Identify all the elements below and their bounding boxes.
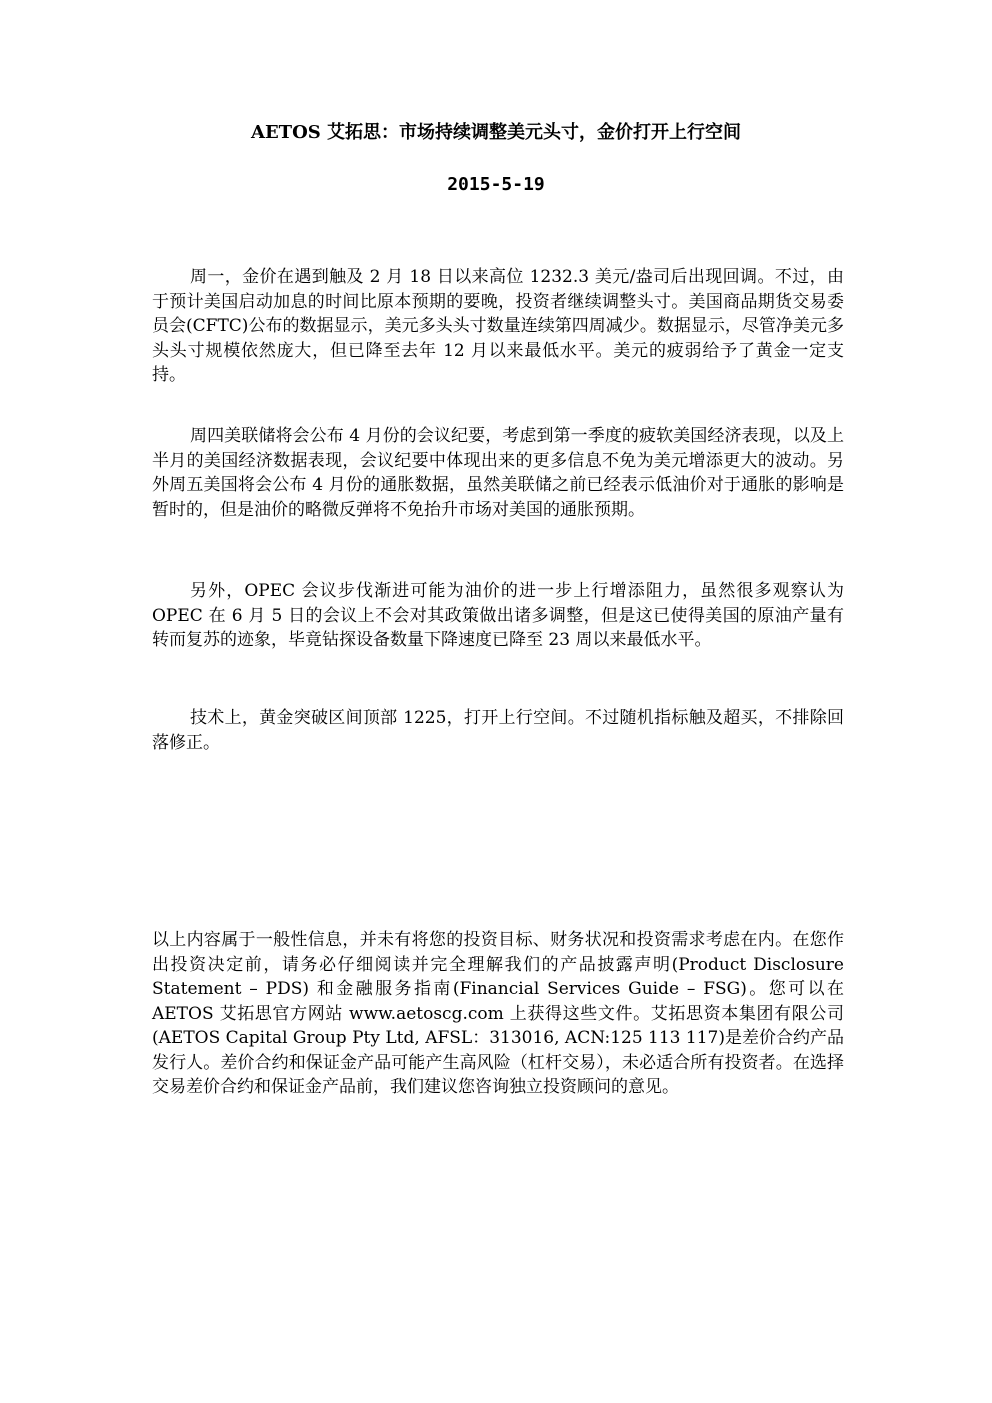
document-title: AETOS 艾拓思：市场持续调整美元头寸，金价打开上行空间 (250, 122, 742, 143)
body-paragraph-2: 周四美联储将会公布 4 月份的会议纪要，考虑到第一季度的疲软美国经济表现，以及上半月的美国经济数据表现，会议纪要中体现出来的更多信息不免为美元增添更大的波动。另外周五美国将会公布 4 月份的通胀数据，虽然美联储之前已经表示低油价对于通胀的影响是暂时的，但是油价的略微反弹将不免抬升市场对美国的通胀预期。 (152, 426, 844, 520)
disclaimer-paragraph: 以上内容属于一般性信息，并未有将您的投资目标、财务状况和投资需求考虑在内。在您作出投资决定前，请务必仔细阅读并完全理解我们的产品披露声明(Product Disclosure Statement – PDS) 和金融服务指南(Financial Services Guide – FSG)。您可以在 AETOS 艾拓思官方网站 www.aetoscg.com 上获得这些文件。艾拓思资本集团有限公司(AETOS Capital Group Pty Ltd, AFSL：313016, ACN:125 113 117)是差价合约产品发行人。差价合约和保证金产品可能产生高风险（杠杆交易），未必适合所有投资者。在选择交易差价合约和保证金产品前，我们建议您咨询独立投资顾问的意见。 (152, 930, 844, 1097)
document-date: 2015-5-19 (447, 174, 545, 195)
body-paragraph-1: 周一，金价在遇到触及 2 月 18 日以来高位 1232.3 美元/盎司后出现回调。不过，由于预计美国启动加息的时间比原本预期的要晚，投资者继续调整头寸。美国商品期货交易委员会(CFTC)公布的数据显示，美元多头头寸数量连续第四周减少。数据显示，尽管净美元多头头寸规模依然庞大，但已降至去年 12 月以来最低水平。美元的疲弱给予了黄金一定支持。 (152, 267, 844, 385)
body-paragraph-3: 另外，OPEC 会议步伐渐进可能为油价的进一步上行增添阻力，虽然很多观察认为 OPEC 在 6 月 5 日的会议上不会对其政策做出诸多调整，但是这已使得美国的原油产量有转而复苏的迹象，毕竟钻探设备数量下降速度已降至 23 周以来最低水平。 (152, 581, 844, 650)
body-paragraph-4: 技术上，黄金突破区间顶部 1225，打开上行空间。不过随机指标触及超买，不排除回落修正。 (152, 708, 844, 753)
